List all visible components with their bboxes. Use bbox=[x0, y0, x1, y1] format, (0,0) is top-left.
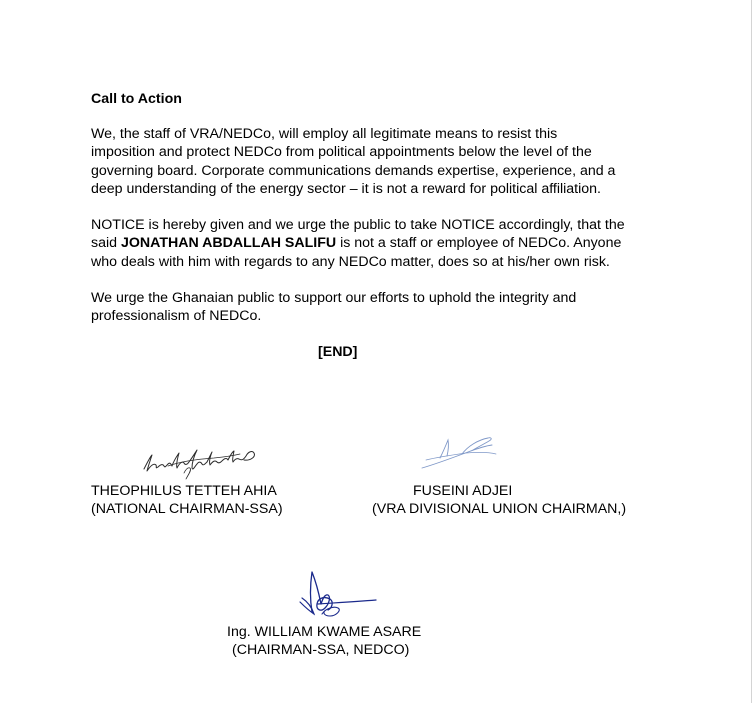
signature-william-icon bbox=[296, 568, 380, 620]
text-fragment: is not a staff or employee of NEDCo. Anyone bbox=[336, 235, 622, 252]
named-person: JONATHAN ABDALLAH SALIFU bbox=[120, 235, 337, 252]
paragraph-resistance bbox=[91, 125, 691, 198]
signatory-theophilus bbox=[91, 482, 283, 519]
paragraph-line: We, the staff of VRA/NEDCo, will employ all legitimate means to resist this bbox=[91, 126, 558, 142]
paragraph-line: governing board. Corporate communications demands expertise, experience, and a bbox=[91, 162, 616, 179]
paragraph-line: professionalism of NEDCo. bbox=[91, 308, 262, 325]
signatory-title: (VRA DIVISIONAL UNION CHAIRMAN,) bbox=[372, 501, 627, 518]
signatory-name: Ing. WILLIAM KWAME ASARE bbox=[227, 624, 422, 640]
paragraph-line bbox=[91, 234, 691, 252]
end-marker: [END] bbox=[318, 344, 358, 360]
section-heading: Call to Action bbox=[91, 91, 182, 107]
paragraph-line: We urge the Ghanaian public to support our efforts to uphold the integrity and bbox=[91, 290, 577, 306]
paragraph-line: who deals with him with regards to any NEDCo matter, does so at his/her own risk. bbox=[91, 253, 610, 270]
signatory-fuseini bbox=[372, 482, 626, 519]
signatory-william bbox=[227, 623, 421, 660]
paragraph-appeal bbox=[91, 289, 691, 326]
signature-fuseini-icon bbox=[418, 434, 500, 474]
paragraph-line: imposition and protect NEDCo from political appointments below the level of the bbox=[91, 144, 592, 161]
signatory-name: THEOPHILUS TETTEH AHIA bbox=[91, 483, 277, 499]
signatory-name: FUSEINI ADJEI bbox=[413, 483, 513, 499]
paragraph-line: deep understanding of the energy sector – it is not a reward for political affiliation. bbox=[91, 180, 602, 197]
signature-theophilus-icon bbox=[140, 444, 265, 484]
signatory-title: (NATIONAL CHAIRMAN-SSA) bbox=[91, 501, 283, 518]
paragraph-notice bbox=[91, 216, 691, 271]
paragraph-line: NOTICE is hereby given and we urge the public to take NOTICE accordingly, that the bbox=[91, 217, 625, 233]
text-fragment: said bbox=[91, 235, 121, 252]
signatory-title: (CHAIRMAN-SSA, NEDCO) bbox=[232, 642, 410, 659]
